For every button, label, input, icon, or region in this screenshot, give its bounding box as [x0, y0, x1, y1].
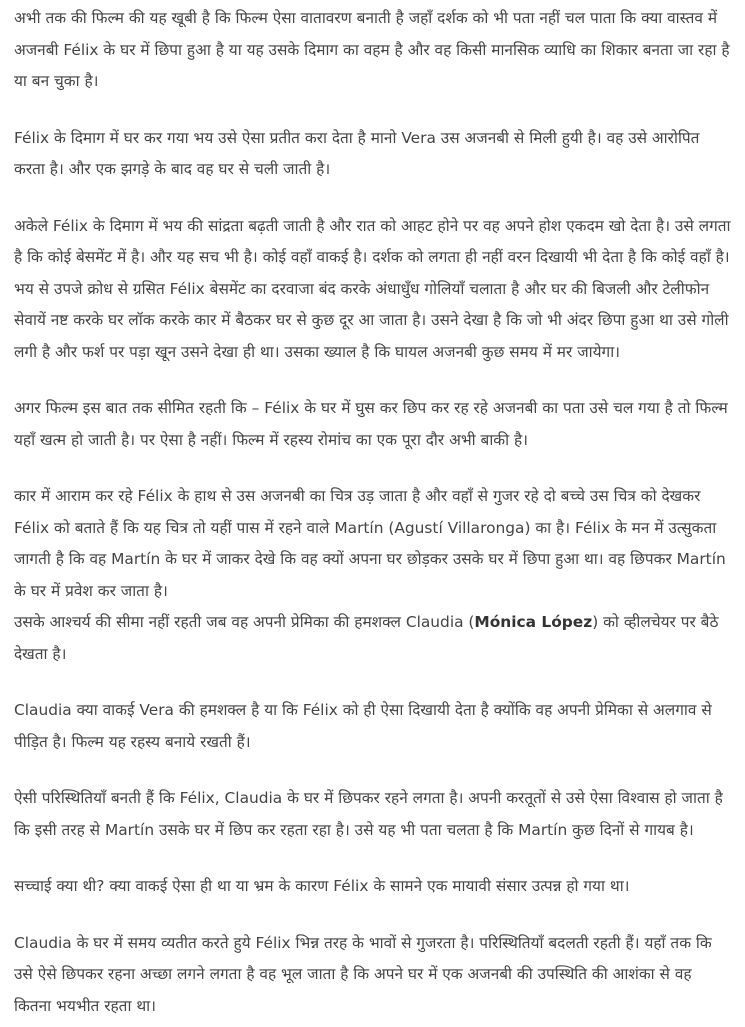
paragraph-1: अभी तक की फिल्म की यह खूबी है कि फिल्म ऐसा वातावरण बनाती है जहाँ दर्शक को भी पता नहीं चल पाता कि क्या वास्तव में अजनबी Félix के घर में छिपा हुआ है या यह उसके दिमाग का वहम है और वह किसी मानसिक व्याधि का शिकार बनता जा रहा है या बन चुका है। [14, 9, 730, 90]
paragraph-9: सच्चाई क्या थी? क्या वाकई ऐसा ही था या भ्रम के कारण Félix के सामने एक मायावी संसार उत्पन्न हो गया था। [14, 877, 630, 895]
paragraph-6 [14, 607, 733, 670]
paragraph-2: Félix के दिमाग में घर कर गया भय उसे ऐसा प्रतीत करा देता है मानो Vera उस अजनबी से मिली हुयी है। वह उसे आरोपित करता है। और एक झगड़े के बाद वह घर से चली जाती है। [14, 128, 700, 178]
paragraph-6-text-before: उसके आश्चर्य की सीमा नहीं रहती जब वह अपनी प्रेमिका की हमशक्ल Claudia ( [14, 613, 475, 631]
paragraph-7: Claudia क्या वाकई Vera की हमशक्ल है या कि Félix को ही ऐसा दिखायी देता है क्योंकि वह अपनी प्रेमिका से अलगाव से पीड़ित है। फिल्म यह रहस्य बनाये रखती हैं। [14, 701, 712, 751]
paragraph-8: ऐसी परिस्थितियाँ बनती हैं कि Félix, Claudia के घर में छिपकर रहने लगता है। अपनी करतूतों से उसे ऐसा विश्वास हो जाता है कि इसी तरह से Martín उसके घर में छिप कर रहता रहा है। उसे यह भी पता चलता है कि Martín कुछ दिनों से गायब है। [14, 789, 723, 839]
actor-name-bold: Mónica López [474, 613, 593, 631]
paragraph-10: Claudia के घर में समय व्यतीत करते हुये Félix भिन्न तरह के भावों से गुजरता है। परिस्थितियाँ बदलती रहती हैं। यहाँ तक कि उसे ऐसे छिपकर रहना अच्छा लगने लगता है वह भूल जाता है कि अपने घर में एक अजनबी की उपस्थिति की आशंका से वह कितना भयभीत रहता था। [14, 933, 712, 1015]
paragraph-3: अकेले Félix के दिमाग में भय की सांद्रता बढ़ती जाती है और रात को आहट होने पर वह अपने होश एकदम खो देता है। उसे लगता है कि कोई बेसमेंट में है। और यह सच भी है। कोई वहाँ वाकई है। दर्शक को लगता ही नहीं वरन दिखायी भी देता है कि कोई वहाँ है। भय से उपजे क्रोध से ग्रसित Félix बेसमेंट का दरवाजा बंद करके अंधाधुँध गोलियाँ चलाता है और घर की बिजली और टेलीफोन सेवायें नष्ट करके घर लॉक करके कार में बैठकर घर से कुछ दूर आ जाता है। उसने देखा है कि जो भी अंदर छिपा हुआ था उसे गोली लगी है और फर्श पर पड़ा खून उसने देखा ही था। उसका ख्याल है कि घायल अजनबी कुछ समय में मर जायेगा। [14, 216, 731, 361]
paragraph-5: कार में आराम कर रहे Félix के हाथ से उस अजनबी का चित्र उड़ जाता है और वहाँ से गुजर रहे दो बच्चे उस चित्र को देखकर Félix को बताते हैं कि यह चित्र तो यहीं पास में रहने वाले Martín (Agustí Villaronga) का है। Félix के मन में उत्सुकता जागती है कि वह Martín के घर में जाकर देखे कि वह क्यों अपना घर छोड़कर उसके घर में छिपा हुआ था। वह छिपकर Martín के घर में प्रवेश कर जाता है। [14, 487, 726, 600]
paragraph-4: अगर फिल्म इस बात तक सीमित रहती कि – Félix के घर में घुस कर छिप कर रह रहे अजनबी का पता उसे चल गया है तो फिल्म यहाँ खत्म हो जाती है। पर ऐसा है नहीं। फिल्म में रहस्य रोमांच का एक पूरा दौर अभी बाकी है। [14, 399, 728, 449]
paragraph-6-text-after: ) को व्हीलचेयर पर बैठे देखता है। [14, 613, 719, 663]
article-body [0, 3, 745, 1022]
